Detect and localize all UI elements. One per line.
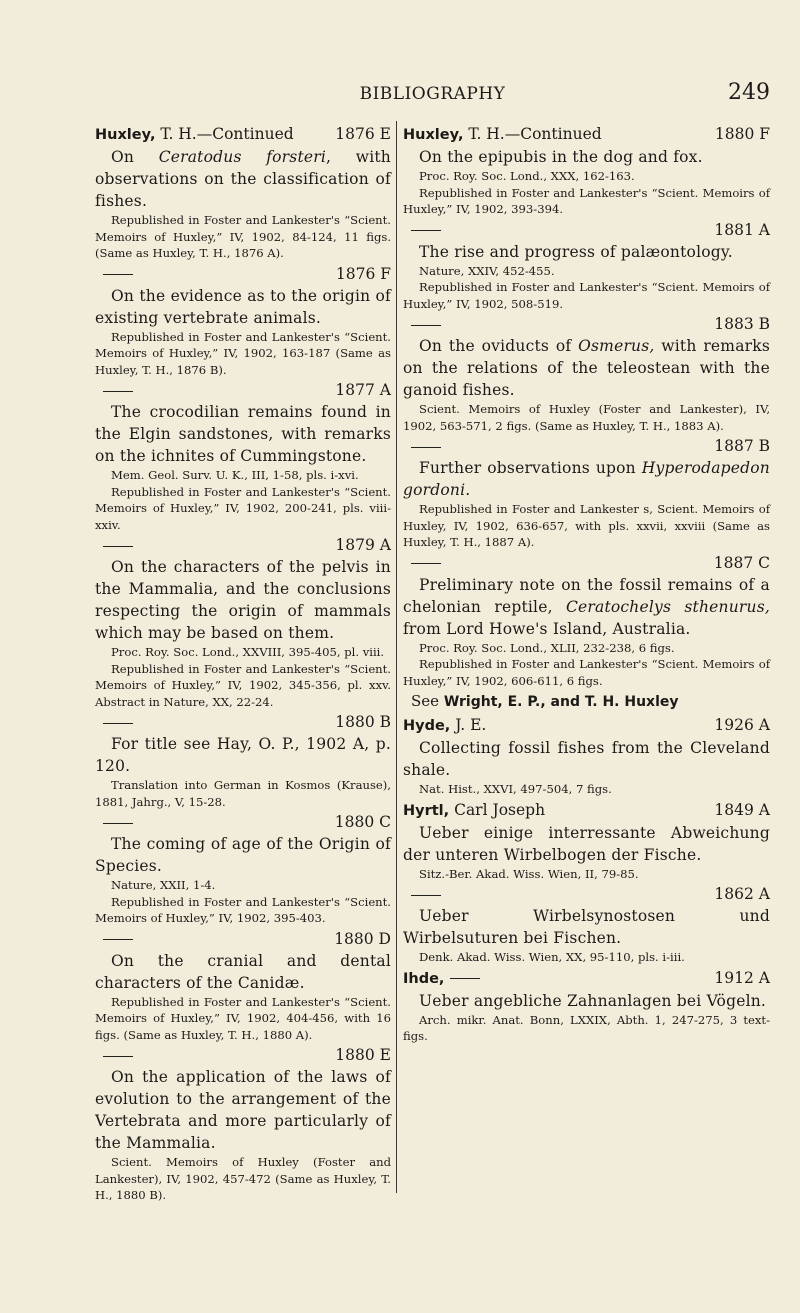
bibliography-entry (403, 552, 770, 690)
author-name: Huxley, (95, 127, 156, 143)
title-text: Ueber angebliche Zahnanlagen bei Vögeln. (419, 991, 767, 1010)
entry-title (403, 335, 770, 401)
entry-title (403, 146, 770, 168)
see-also-reference (403, 690, 770, 713)
entry-heading (403, 435, 770, 457)
entry-year: 1876 F (335, 264, 391, 283)
running-head (95, 80, 770, 110)
entry-author-line (403, 799, 545, 822)
title-text: On the application of the laws of evolution to the arrangement of the Vertebrata and more particularly of the Mammalia. (95, 1068, 391, 1152)
entry-title (95, 1066, 391, 1154)
title-text: Preliminary note on the fossil remains of a chelonian reptile, (403, 575, 770, 616)
title-text: On (111, 148, 159, 166)
publication-note: Republished in Foster and Lankester's “Scient. Memoirs of Huxley,” IV, 1902, 163-187 (Same as Huxley, T. H., 1876 B). (95, 329, 391, 377)
bibliography-entry (403, 799, 770, 883)
page-number: 249 (728, 80, 770, 105)
bibliography-entry (403, 313, 770, 434)
author-initials: T. H.—Continued (463, 125, 602, 143)
publication-note: Republished in Foster and Lankester's “Scient. Memoirs of Huxley,” IV, 1902, 508-519. (403, 280, 770, 311)
entry-year: 1880 D (334, 929, 391, 948)
entry-year: 1926 A (714, 716, 770, 734)
bibliography-entry (403, 219, 770, 313)
entry-title (95, 833, 391, 877)
entry-title (403, 241, 770, 263)
bibliography-entry (403, 967, 770, 1045)
ditto-dash (411, 895, 441, 896)
entry-author-line (403, 967, 480, 990)
left-column (95, 123, 391, 1205)
publication-note: Republished in Foster and Lankester's “Scient. Memoirs of Huxley,” IV, 1902, 200-241, pls. viii-xxiv. (95, 484, 391, 532)
bibliography-entry (95, 711, 391, 810)
title-text: On the evidence as to the origin of existing vertebrate animals. (95, 286, 391, 327)
entry-title (95, 401, 391, 467)
ditto-dash (411, 563, 441, 564)
entry-year: 1880 E (335, 1046, 391, 1064)
publication-note: Scient. Memoirs of Huxley (Foster and Lankester), IV, 1902, 457-472 (Same as Huxley, T. H., 1880 B). (95, 1155, 391, 1202)
entry-author-line (403, 313, 441, 335)
author-initials: J. E. (450, 716, 487, 734)
entry-year: 1880 B (335, 713, 391, 731)
entry-year: 1849 A (714, 800, 770, 819)
entry-author-line (95, 811, 133, 833)
bibliography-entry (95, 263, 391, 379)
entry-title (95, 285, 391, 329)
publication-note: Republished in Foster and Lankester's “Scient. Memoirs of Huxley,” IV, 1902, 395-403. (95, 894, 391, 925)
entry-author-line (403, 552, 441, 574)
publication-note: Republished in Foster and Lankester's “Scient. Memoirs of Huxley,” IV, 1902, 345-356, pl. xxv. Abstract in Nature, XX, 22-24. (95, 661, 391, 709)
right-column (403, 123, 770, 1046)
entry-year: 1876 E (335, 125, 391, 143)
entry-heading (95, 263, 391, 285)
bibliography-entry (403, 690, 770, 713)
entry-title (403, 574, 770, 640)
title-text: Ueber Wirbelsynostosen und Wirbelsuturen bei Fischen. (403, 907, 770, 947)
author-initials: Carl Joseph (449, 800, 546, 819)
italic-taxon: Ceratodus forsteri (158, 148, 327, 166)
entry-title (95, 733, 391, 777)
title-text: On the oviducts of (419, 337, 579, 355)
bibliography-entry (95, 811, 391, 927)
publication-note: Scient. Memoirs of Huxley (Foster and Lankester), IV, 1902, 563-571, 2 figs. (Same as Huxley, T. H., 1883 A). (403, 402, 770, 433)
publication-note: Nature, XXII, 1-4. (111, 878, 216, 892)
entry-title (95, 556, 391, 644)
title-text: The rise and progress of palæontology. (419, 242, 733, 261)
entry-heading (95, 811, 391, 833)
ditto-dash (411, 230, 441, 231)
author-name: Hyde, (403, 718, 451, 734)
publication-note: Republished in Foster and Lankester's “Scient. Memoirs of Huxley,” IV, 1902, 606-611, 6 figs. (403, 657, 770, 688)
entry-year: 1912 A (714, 968, 770, 987)
bibliography-entry (403, 883, 770, 966)
entry-title (95, 950, 391, 994)
publication-note: Republished in Foster and Lankester's “Scient. Memoirs of Huxley,” IV, 1902, 84-124, 11 figs. (Same as Huxley, T. H., 1876 A). (95, 213, 391, 260)
entry-heading (403, 313, 770, 335)
column-divider (396, 121, 397, 1193)
entry-author-line (403, 435, 441, 457)
title-text: , with observations on the classification of fishes. (95, 148, 391, 210)
see-prefix: See (411, 692, 444, 710)
title-text: The crocodilian remains found in the Elgin sandstones, with remarks on the ichnites of Cummingstone. (95, 403, 391, 465)
entry-year: 1883 B (714, 315, 770, 333)
publication-note: Republished in Foster and Lankester's “Scient. Memoirs of Huxley,” IV, 1902, 393-394. (403, 185, 770, 216)
bibliography-entry (95, 928, 391, 1044)
entry-author-line (95, 711, 133, 733)
see-target: Wright, E. P., and T. H. Huxley (443, 694, 679, 710)
bibliography-entry (403, 123, 770, 218)
title-text: Collecting fossil fishes from the Cleveland shale. (403, 739, 770, 779)
publication-note: Nature, XXIV, 452-455. (419, 263, 555, 278)
entry-author-line (95, 379, 133, 401)
publication-note: Proc. Roy. Soc. Lond., XXVIII, 395-405, pl. viii. (111, 645, 385, 659)
entry-year: 1877 A (335, 381, 391, 399)
bibliography-entry (95, 534, 391, 710)
author-name: Huxley, (403, 127, 464, 143)
entry-heading (95, 123, 391, 146)
entry-author-line (95, 1044, 133, 1066)
publication-note: Mem. Geol. Surv. U. K., III, 1-58, pls. i-xvi. (111, 468, 359, 482)
ditto-dash (103, 723, 133, 724)
ditto-dash (103, 391, 133, 392)
entry-heading (403, 714, 770, 737)
entry-author-line (95, 123, 294, 146)
ditto-dash (103, 274, 133, 275)
title-text: from Lord Howe's Island, Australia. (403, 619, 691, 638)
running-head-title: BIBLIOGRAPHY (359, 84, 506, 104)
publication-note: Proc. Roy. Soc. Lond., XXX, 162-163. (419, 169, 635, 183)
ditto-dash (103, 1056, 133, 1057)
title-text: with remarks on the relations of the teleostean with the ganoid fishes. (403, 337, 771, 399)
entry-author-line (403, 883, 441, 905)
bibliography-entry (403, 435, 770, 551)
entry-heading (95, 1044, 391, 1066)
ditto-dash (103, 546, 133, 547)
publication-note: Sitz.-Ber. Akad. Wiss. Wien, II, 79-85. (419, 866, 639, 881)
entry-title (403, 822, 770, 866)
title-text: On the cranial and dental characters of the Canidæ. (95, 951, 391, 992)
entry-title (403, 905, 770, 949)
publication-note: Republished in Foster and Lankester's “Scient. Memoirs of Huxley,” IV, 1902, 404-456, with 16 figs. (Same as Huxley, T. H., 1880 A). (95, 994, 391, 1042)
publication-note: Denk. Akad. Wiss. Wien, XX, 95-110, pls. i-iii. (419, 950, 685, 964)
publication-note: Arch. mikr. Anat. Bonn, LXXIX, Abth. 1, 247-275, 3 text-figs. (403, 1012, 770, 1043)
title-text: On the epipubis in the dog and fox. (419, 148, 703, 166)
entry-author-line (95, 263, 133, 285)
bibliography-entry (403, 714, 770, 798)
entry-heading (403, 552, 770, 574)
ditto-dash (450, 978, 480, 979)
entry-author-line (95, 534, 133, 556)
title-text: Ueber einige interressante Abweichung der unteren Wirbelbogen der Fische. (403, 823, 770, 864)
title-text: On the characters of the pelvis in the Mammalia, and the conclusions respecting the origin of mammals which may be based on them. (95, 558, 391, 642)
entry-title (403, 737, 770, 781)
entry-author-line (403, 123, 602, 146)
italic-taxon: Hyperodapedon gordoni. (403, 459, 770, 499)
entry-year: 1881 A (714, 220, 770, 239)
italic-taxon: Ceratochelys sthenurus, (565, 597, 770, 616)
entry-year: 1880 C (334, 813, 391, 831)
entry-author-line (403, 714, 486, 737)
entry-author-line (403, 219, 441, 241)
entry-heading (95, 711, 391, 733)
entry-author-line (95, 928, 133, 950)
publication-note: Proc. Roy. Soc. Lond., XLII, 232-238, 6 figs. (419, 640, 675, 655)
entry-year: 1887 B (714, 437, 770, 455)
entry-year: 1887 C (713, 553, 770, 572)
publication-note: Translation into German in Kosmos (Krause), 1881, Jahrg., V, 15-28. (95, 778, 391, 809)
bibliography-entry (95, 1044, 391, 1204)
italic-taxon: Osmerus, (578, 337, 655, 355)
author-initials: T. H.—Continued (155, 125, 294, 143)
entry-title (403, 457, 770, 501)
entry-title (95, 146, 391, 212)
title-text: The coming of age of the Origin of Species. (95, 835, 391, 875)
entry-heading (403, 967, 770, 990)
publication-note: Nat. Hist., XXVI, 497-504, 7 figs. (419, 782, 612, 796)
entry-heading (403, 799, 770, 822)
entry-year: 1879 A (335, 536, 391, 554)
entry-heading (403, 883, 770, 905)
author-name: Hyrtl, (403, 802, 450, 819)
publication-note: Republished in Foster and Lankester s, Scient. Memoirs of Huxley, IV, 1902, 636-657, with pls. xxvii, xxviii (Same as Huxley, T. H., 1887 A). (403, 502, 770, 549)
author-name: Ihde, (403, 970, 445, 987)
ditto-dash (411, 325, 441, 326)
bibliography-entry (95, 379, 391, 533)
ditto-dash (411, 447, 441, 448)
title-text: Further observations upon (419, 459, 642, 477)
ditto-dash (103, 823, 133, 824)
entry-year: 1880 F (714, 125, 770, 143)
entry-heading (95, 534, 391, 556)
entry-year: 1862 A (714, 885, 770, 903)
entry-heading (95, 928, 391, 950)
entry-heading (403, 123, 770, 146)
entry-title (403, 990, 770, 1012)
bibliography-entry (95, 123, 391, 262)
title-text: For title see Hay, O. P., 1902 A, p. 120. (95, 735, 391, 775)
ditto-dash (103, 939, 133, 940)
entry-heading (95, 379, 391, 401)
entry-heading (403, 219, 770, 241)
